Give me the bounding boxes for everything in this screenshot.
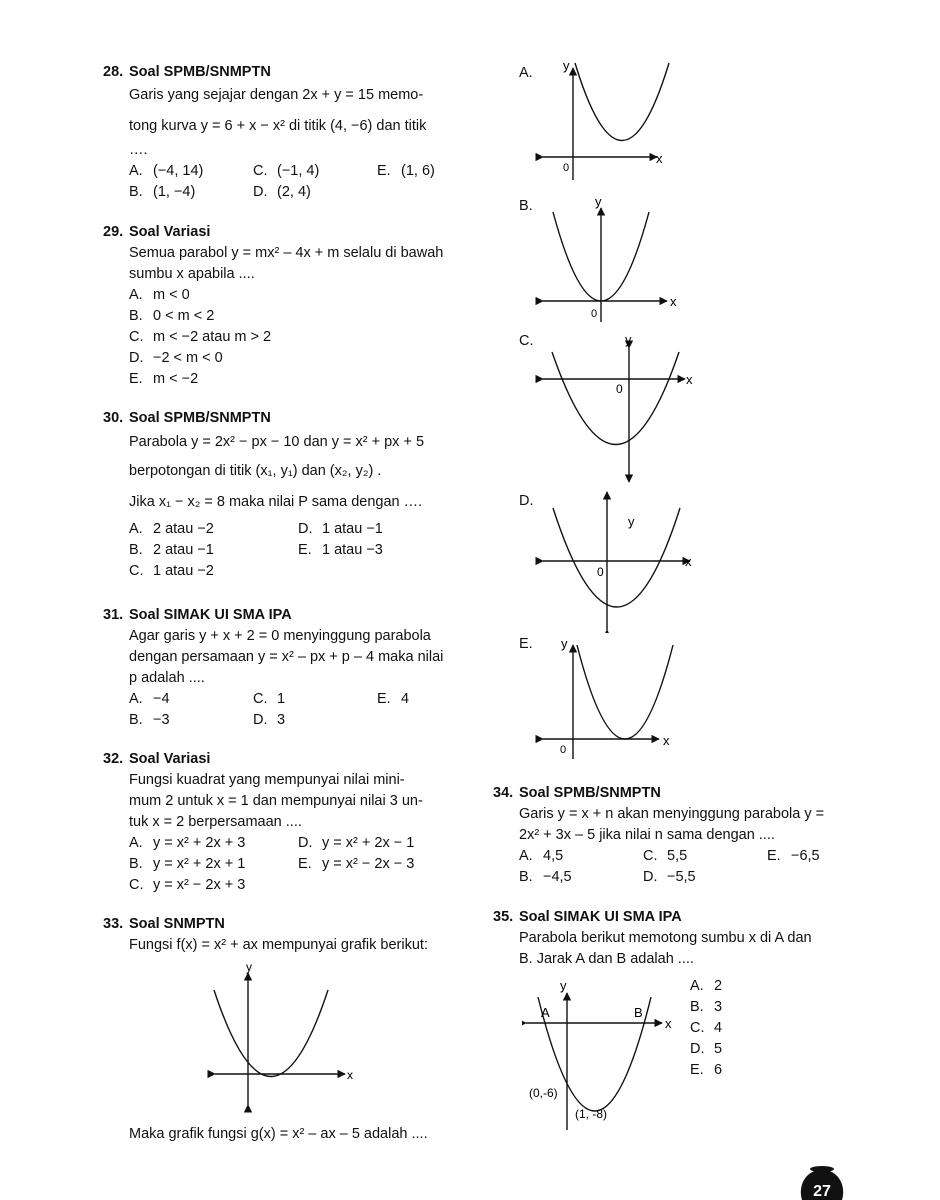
origin-label: 0 <box>560 744 567 756</box>
answer-option-a: A. (−4, 14) <box>129 163 204 179</box>
x-axis-label: x <box>347 1068 353 1082</box>
question-28-header <box>103 62 463 83</box>
graph-option-a-label: A. <box>519 65 533 81</box>
y-axis-label: y <box>560 978 567 993</box>
question-text: tong kurva y = 6 + x − x² di titik (4, −6) dan titik <box>129 118 427 134</box>
question-source: Soal SIMAK UI SMA IPA <box>519 909 682 925</box>
question-number: 30. <box>103 410 124 426</box>
answer-option-a: A. y = x² + 2x + 3 <box>129 835 246 851</box>
question-text: …. <box>129 142 148 158</box>
parabola <box>553 508 680 607</box>
question-33-header <box>103 914 468 935</box>
question-29-header <box>103 222 463 243</box>
answer-option-d: D. (2, 4) <box>253 184 311 200</box>
graph-q35 <box>522 975 682 1145</box>
question-32 <box>103 749 463 896</box>
answer-options <box>129 161 463 203</box>
point-y-intercept-label: (0,-6) <box>529 1086 558 1100</box>
question-34-header <box>493 783 855 804</box>
question-29 <box>103 222 463 390</box>
graph-option-b-label: B. <box>519 198 533 214</box>
question-text: Garis yang sejajar dengan 2x + y = 15 memo- <box>129 87 424 103</box>
question-30 <box>103 408 463 582</box>
answer-option-e: E. −6,5 <box>767 848 820 864</box>
question-source: Soal SPMB/SNMPTN <box>519 785 661 801</box>
y-axis-label: y <box>628 514 635 529</box>
graph-option-e <box>535 633 685 763</box>
question-text: B. Jarak A dan B adalah .... <box>519 951 694 967</box>
question-source: Soal SNMPTN <box>129 916 225 932</box>
answer-option-e: E. 1 atau −3 <box>298 542 383 558</box>
answer-option-c: C. 4 <box>690 1020 723 1036</box>
question-35 <box>493 907 855 970</box>
question-32-header <box>103 749 463 770</box>
graph-option-d-label: D. <box>519 493 534 509</box>
point-a-label: A <box>541 1005 550 1020</box>
question-source: Soal SPMB/SNMPTN <box>129 64 271 80</box>
graph-option-d <box>535 488 700 633</box>
question-number: 33. <box>103 916 124 932</box>
answer-option-b: B. 0 < m < 2 <box>129 308 215 324</box>
answer-option-a: A. 2 atau −2 <box>129 521 214 537</box>
parabola <box>577 645 673 739</box>
page-number: 27 <box>813 1183 831 1200</box>
origin-label: 0 <box>591 308 598 320</box>
answer-options <box>129 519 463 582</box>
question-text: tuk x = 2 berpersamaan .... <box>129 814 302 830</box>
answer-option-d: D. 3 <box>253 712 286 728</box>
answer-option-b: B. −4,5 <box>519 869 572 885</box>
question-source: Soal SPMB/SNMPTN <box>129 410 271 426</box>
answer-option-a: A. −4 <box>129 691 170 707</box>
parabola <box>552 352 679 445</box>
graph-option-b <box>535 190 685 325</box>
answer-option-d: D. 1 atau −1 <box>298 521 383 537</box>
graph-option-e-label: E. <box>519 636 533 652</box>
question-number: 35. <box>493 909 514 925</box>
question-source: Soal Variasi <box>129 224 211 240</box>
point-b-label: B <box>634 1005 643 1020</box>
badge-top <box>810 1166 834 1172</box>
question-33-prompt <box>129 1124 469 1145</box>
question-source: Soal SIMAK UI SMA IPA <box>129 607 292 623</box>
question-text: Fungsi kuadrat yang mempunyai nilai mini- <box>129 772 405 788</box>
answer-option-a: A. m < 0 <box>129 287 190 303</box>
x-axis-label: x <box>663 733 670 748</box>
answer-options <box>129 833 463 896</box>
answer-option-b: B. (1, −4) <box>129 184 196 200</box>
graph-option-c-label: C. <box>519 333 534 349</box>
x-axis-label: x <box>685 554 692 569</box>
question-35-options <box>690 976 750 1081</box>
question-text: Agar garis y + x + 2 = 0 menyinggung parabola <box>129 628 431 644</box>
answer-option-a: A. 4,5 <box>519 848 564 864</box>
y-axis-label: y <box>561 636 568 651</box>
answer-option-d: D. −5,5 <box>643 869 696 885</box>
question-text: p adalah .... <box>129 670 205 686</box>
origin-label: 0 <box>563 162 570 174</box>
answer-options <box>129 689 463 731</box>
question-text: mum 2 untuk x = 1 dan mempunyai nilai 3 un- <box>129 793 423 809</box>
origin-label: 0 <box>616 382 623 396</box>
question-number: 31. <box>103 607 124 623</box>
answer-option-c: C. y = x² − 2x + 3 <box>129 877 246 893</box>
answer-option-c: C. 5,5 <box>643 848 688 864</box>
question-28 <box>103 62 463 203</box>
y-axis-label: y <box>625 332 632 347</box>
answer-option-b: B. −3 <box>129 712 170 728</box>
question-number: 32. <box>103 751 124 767</box>
question-source: Soal Variasi <box>129 751 211 767</box>
question-text: 2x² + 3x – 5 jika nilai n sama dengan .... <box>519 827 775 843</box>
answer-option-b: B. 3 <box>690 999 723 1015</box>
answer-option-b: B. 2 atau −1 <box>129 542 214 558</box>
parabola <box>575 63 669 141</box>
x-axis-label: x <box>670 294 677 309</box>
answer-option-d: D. −2 < m < 0 <box>129 350 223 366</box>
question-text: Maka grafik fungsi g(x) = x² – ax – 5 adalah .... <box>129 1126 428 1142</box>
answer-options <box>519 846 855 888</box>
answer-option-b: B. y = x² + 2x + 1 <box>129 856 246 872</box>
answer-option-c: C. m < −2 atau m > 2 <box>129 329 272 345</box>
question-30-header <box>103 408 463 429</box>
answer-option-e: E. m < −2 <box>129 371 199 387</box>
y-axis-label: y <box>595 194 602 209</box>
answer-option-c: C. 1 <box>253 691 286 707</box>
x-axis-label: x <box>656 151 663 166</box>
answer-option-c: C. 1 atau −2 <box>129 563 214 579</box>
answer-option-a: A. 2 <box>690 978 723 994</box>
graph-f-of-x <box>200 955 370 1115</box>
question-text: Garis y = x + n akan menyinggung parabola y = <box>519 806 825 822</box>
question-text: dengan persamaan y = x² – px + p – 4 maka nilai <box>129 649 444 665</box>
y-axis-label: y <box>563 58 570 73</box>
question-text: Semua parabol y = mx² – 4x + m selalu di bawah <box>129 245 444 261</box>
question-number: 29. <box>103 224 124 240</box>
answer-option-c: C. (−1, 4) <box>253 163 320 179</box>
parabola <box>214 990 328 1077</box>
graph-option-a <box>535 58 675 183</box>
question-text: Parabola berikut memotong sumbu x di A dan <box>519 930 812 946</box>
question-text: Fungsi f(x) = x² + ax mempunyai grafik berikut: <box>129 937 428 953</box>
question-number: 34. <box>493 785 514 801</box>
question-number: 28. <box>103 64 124 80</box>
x-axis-label: x <box>686 372 693 387</box>
question-34 <box>493 783 855 888</box>
origin-label: 0 <box>597 565 604 579</box>
question-text: Jika x₁ − x₂ = 8 maka nilai P sama dengan …. <box>129 494 423 510</box>
answer-option-e: E. 6 <box>690 1062 723 1078</box>
answer-option-e: E. 4 <box>377 691 410 707</box>
answer-option-e: E. y = x² − 2x − 3 <box>298 856 415 872</box>
answer-options <box>129 285 463 390</box>
x-axis-label: x <box>665 1016 672 1031</box>
question-33 <box>103 914 468 956</box>
question-text: sumbu x apabila .... <box>129 266 255 282</box>
question-text: Parabola y = 2x² − px − 10 dan y = x² + px + 5 <box>129 434 425 450</box>
answer-option-d: D. 5 <box>690 1041 723 1057</box>
vertex-label: (1, -8) <box>575 1107 608 1121</box>
question-35-header <box>493 907 855 928</box>
page-number-badge <box>794 1163 850 1200</box>
question-text: berpotongan di titik (x₁, y₁) dan (x₂, y₂) . <box>129 463 382 479</box>
question-31 <box>103 605 463 731</box>
answer-option-e: E. (1, 6) <box>377 163 435 179</box>
y-axis-label: y <box>246 960 252 974</box>
answer-option-d: D. y = x² + 2x − 1 <box>298 835 415 851</box>
question-31-header <box>103 605 463 626</box>
graph-option-c <box>535 330 695 485</box>
